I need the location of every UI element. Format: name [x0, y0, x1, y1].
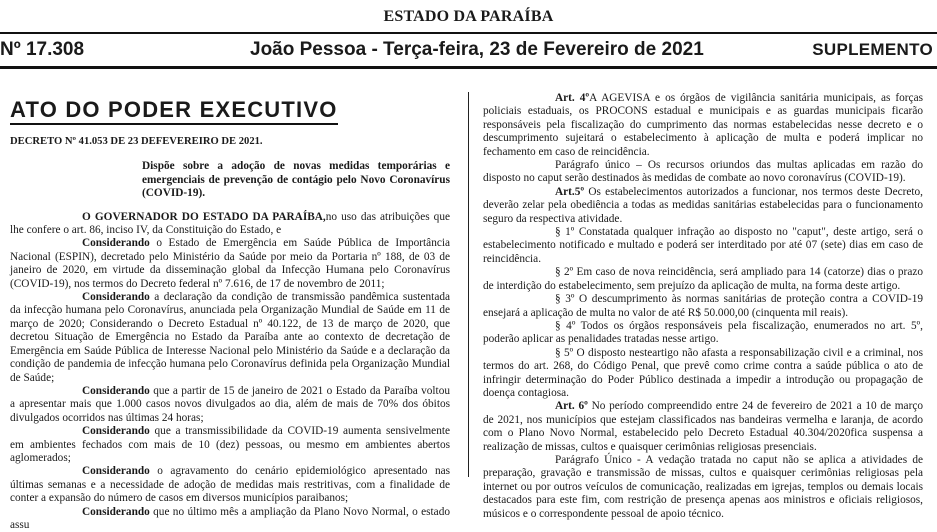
- considerando-label: Considerando: [82, 505, 150, 518]
- considerando-2: [10, 291, 450, 385]
- considerando-label: Considerando: [82, 384, 150, 397]
- article-4-sole-paragraph: Parágrafo único – Os recursos oriundos das multas aplicadas em razão do disposto no caput serão destinados às medidas de combate ao novo coronavírus (COVID-19).: [483, 159, 923, 185]
- paragraph-4: § 4º Todos os órgãos responsáveis pela fiscalização, enumerados no art. 5º, poderão aplicar as penalidades tratadas nesse artigo.: [483, 319, 923, 346]
- article-text: Os estabelecimentos autorizados a funcionar, nos termos deste Decreto, deverão zelar pela obediência a todas as medidas sanitárias estabelecidas para o funcionamento seguro da respectiva atividade.: [483, 185, 923, 225]
- paragraph-3: § 3º O descumprimento às normas sanitárias de proteção contra a COVID-19 ensejará a aplicação de multa no valor de até R$ 50.000,00 (cinquenta mil reais).: [483, 293, 923, 319]
- masthead-rule-bottom: [0, 66, 937, 69]
- issue-date: João Pessoa - Terça-feira, 23 de Fevereiro de 2021: [250, 39, 704, 60]
- considerando-text: o Estado de Emergência em Saúde Pública de Importância Nacional (ESPIN), decretado pelo Ministério da Saúde por meio da Portaria nº 188, de 03 de janeiro de 2020, em virtude da disseminação global da Infecção Humana pelo Coronavírus (COVID-19), nos termos do Decreto federal nº 7.616, de 17 de novembro de 2011;: [10, 237, 451, 290]
- supplement-label: SUPLEMENTO: [812, 40, 933, 59]
- considerando-text: que a transmissibilidade da COVID-19 aumenta sensivelmente em ambientes fechados com mais de 10 (dez) pessoas, ou mesmo em ambientes abertos aglomerados;: [10, 425, 450, 464]
- paragraph-5: § 5º O disposto nesteartigo não afasta a responsabilização civil e a criminal, nos termos do art. 268, do Código Penal, que prevê como crime contra a saúde pública o ato de infringir determinação do Poder Público destinada a impedir a introdução ou propagação de doença contagiosa.: [483, 346, 923, 399]
- considerando-label: Considerando: [82, 291, 150, 304]
- left-column: [10, 92, 450, 532]
- right-column: [483, 92, 923, 521]
- considerando-1: [10, 237, 450, 291]
- article-4: [483, 92, 923, 159]
- decree-title: DECRETO Nº 41.053 DE 23 DEFEVEREIRO DE 2021.: [10, 136, 263, 147]
- considerando-text: que a partir de 15 de janeiro de 2021 o Estado da Paraíba voltou a apresentar mais que 1.000 casos novos divulgados ao dia, além de mais de 70% dos óbitos divulgados ocorridos nas últimas 24 horas;: [10, 384, 450, 424]
- state-name: ESTADO DA PARAÍBA: [383, 8, 554, 25]
- considerando-label: Considerando: [82, 237, 150, 250]
- article-text: No período compreendido entre 24 de fevereiro de 2021 a 10 de março de 2021, nos municípios que estejam classificados nas bandeiras vermelha e laranja, de acordo com o Plano Novo Normal, estabelecido pelo Decreto Estadual 40.304/2020fica suspensa a realização de missas, cultos e quaisquer cerimônias religiosas presenciais.: [483, 400, 923, 453]
- governor-paragraph: [10, 211, 450, 238]
- considerando-text: que no último mês a ampliação da Plano Novo Normal, o estado assu: [10, 505, 450, 531]
- column-divider: [468, 92, 469, 477]
- considerando-6: [10, 506, 450, 532]
- considerando-text: a declaração da condição de transmissão pandêmica sustentada da infecção humana pelo Coronavírus, anunciada pela Organização Mundial de Saúde em 11 de março de 2020; Considerando o Decreto Estadual nº 40.122, de 13 de março de 2020, que decretou Situação de Emergência no Estado da Paraíba ante ao contexto de decretação de Emergência em Saúde Pública de Interesse Nacional pelo Ministério da Saúde e a declaração da condição de pandemia de infecção humana pelo Coronavírus definida pela Organização Mundial de Saúde;: [10, 291, 450, 384]
- governor-label: O GOVERNADOR DO ESTADO DA PARAÍBA,: [82, 210, 326, 223]
- article-label: Art. 6º: [555, 400, 588, 413]
- considerando-4: [10, 425, 450, 465]
- masthead: [0, 0, 937, 34]
- article-label: Art.5º: [555, 185, 585, 198]
- issue-bar: [0, 35, 937, 65]
- article-label: Art. 4º: [555, 92, 590, 104]
- considerando-text: o agravamento do cenário epidemiológico apresentado nas últimas semanas e a necessidade de adoção de medidas mais restritivas, com a finalidade de conter a expansão do número de casos em diversos municípios paraibanos;: [10, 465, 450, 505]
- considerando-label: Considerando: [82, 425, 150, 438]
- considerando-label: Considerando: [82, 465, 150, 478]
- governor-text: no uso das atribuições que lhe confere o art. 86, inciso IV, da Constituição do Estado, e: [10, 210, 450, 237]
- considerando-5: [10, 465, 450, 505]
- section-title: ATO DO PODER EXECUTIVO: [10, 98, 338, 125]
- article-6-sole-paragraph: Parágrafo Único - A vedação tratada no caput não se aplica a atividades de preparação, gravação e transmissão de missas, cultos e quaisquer cerimônias religiosas pela internet ou por outros veículos de comunicação, realizadas em igrejas, templos ou demais locais destacados para este fim, com restrição de presença apenas aos ministros e oficiais religiosos, músicos e o correspondente pessoal de apoio técnico.: [483, 453, 923, 520]
- issue-number: Nº 17.308: [0, 39, 85, 60]
- decree-summary: Dispõe sobre a adoção de novas medidas temporárias e emergenciais de prevenção de contágio pelo Novo Coronavírus (COVID-19).: [142, 160, 450, 200]
- article-6: [483, 400, 923, 454]
- masthead-rule-top: [0, 32, 937, 34]
- considerando-3: [10, 385, 450, 425]
- paragraph-1: § 1º Constatada qualquer infração ao disposto no "caput", deste artigo, será o estabelecimento notificado e multado e poderá ser interditado por até 07 (sete) dias em caso de reincidência.: [483, 226, 923, 265]
- article-text: A AGEVISA e os órgãos de vigilância sanitária municipais, as forças policiais estaduais, os PROCONS estadual e municipais e as guardas municipais ficarão responsáveis pela fiscalização do cumprimento das normas estabelecidas nesse decreto e o descumprimento sujeitará o estabelecimento à aplicação de multa e poderá implicar no fechamento em caso de reincidência.: [483, 92, 923, 158]
- article-5: [483, 186, 923, 226]
- paragraph-2: § 2º Em caso de nova reincidência, será ampliado para 14 (catorze) dias o prazo de interdição do estabelecimento, sem prejuízo da aplicação de multa, na forma deste artigo.: [483, 266, 923, 292]
